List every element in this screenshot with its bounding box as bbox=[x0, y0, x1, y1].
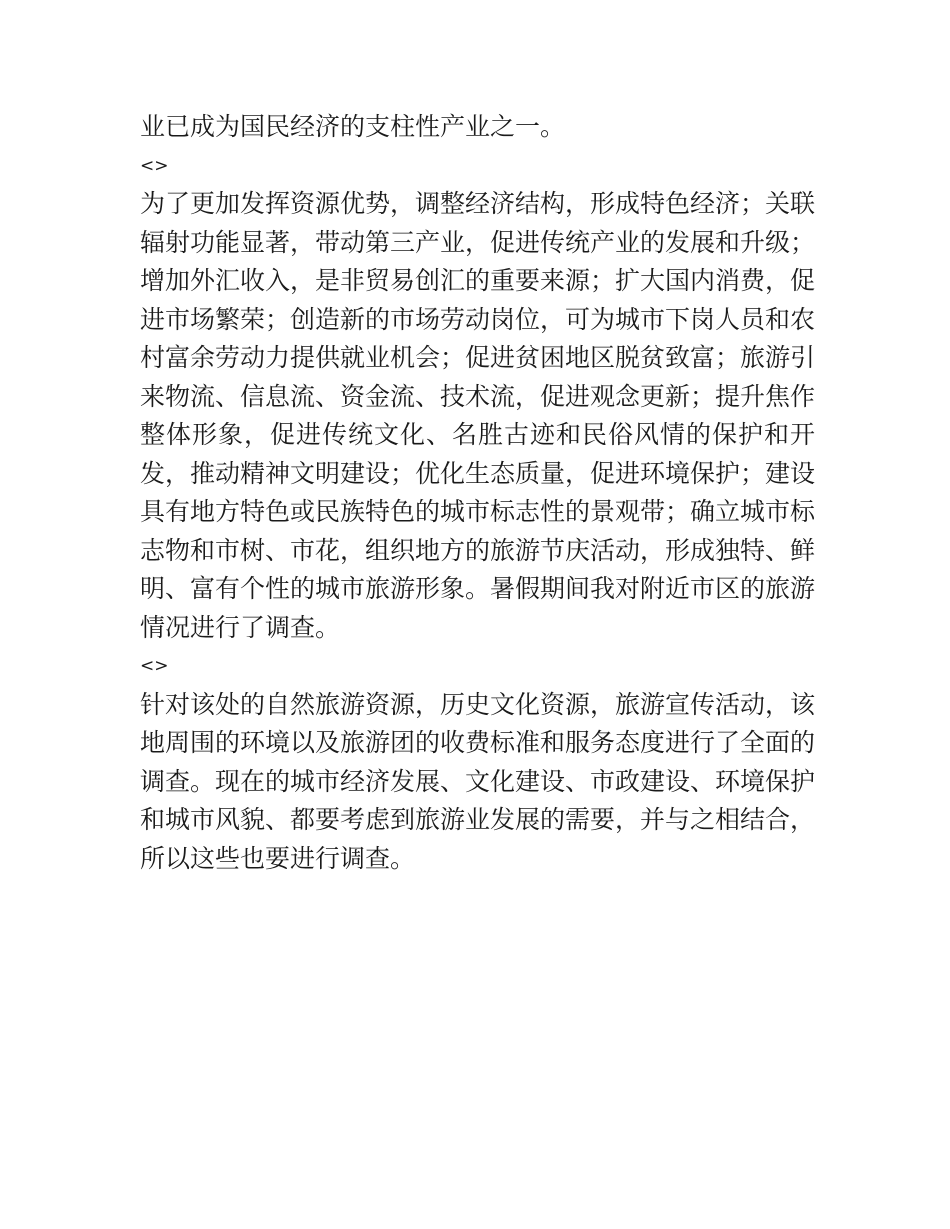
document-page bbox=[140, 108, 815, 878]
paragraph-tourism-benefits: 为了更加发挥资源优势，调整经济结构，形成特色经济；关联辐射功能显著，带动第三产业，促进传统产业的发展和升级；增加外汇收入，是非贸易创汇的重要来源；扩大国内消费，促进市场繁荣；创造新的市场劳动岗位，可为城市下岗人员和农村富余劳动力提供就业机会；促进贫困地区脱贫致富；旅游引来物流、信息流、资金流、技术流，促进观念更新；提升焦作整体形象，促进传统文化、名胜古迹和民俗风情的保护和开发，推动精神文明建设；优化生态质量，促进环境保护；建设具有地方特色或民族特色的城市标志性的景观带；确立城市标志物和市树、市花，组织地方的旅游节庆活动，形成独特、鲜明、富有个性的城市旅游形象。暑假期间我对附近市区的旅游情况进行了调查。 bbox=[140, 189, 816, 642]
paragraph-survey-scope: 针对该处的自然旅游资源，历史文化资源，旅游宣传活动，该地周围的环境以及旅游团的收费标准和服务态度进行了全面的调查。现在的城市经济发展、文化建设、市政建设、环境保护和城市风貌、都要考虑到旅游业发展的需要，并与之相结合，所以这些也要进行调查。 bbox=[140, 689, 816, 873]
paragraph-intro-fragment: 业已成为国民经济的支柱性产业之一。 bbox=[140, 112, 566, 141]
separator-marker: <> bbox=[140, 155, 169, 176]
separator-marker: <> bbox=[140, 656, 169, 676]
